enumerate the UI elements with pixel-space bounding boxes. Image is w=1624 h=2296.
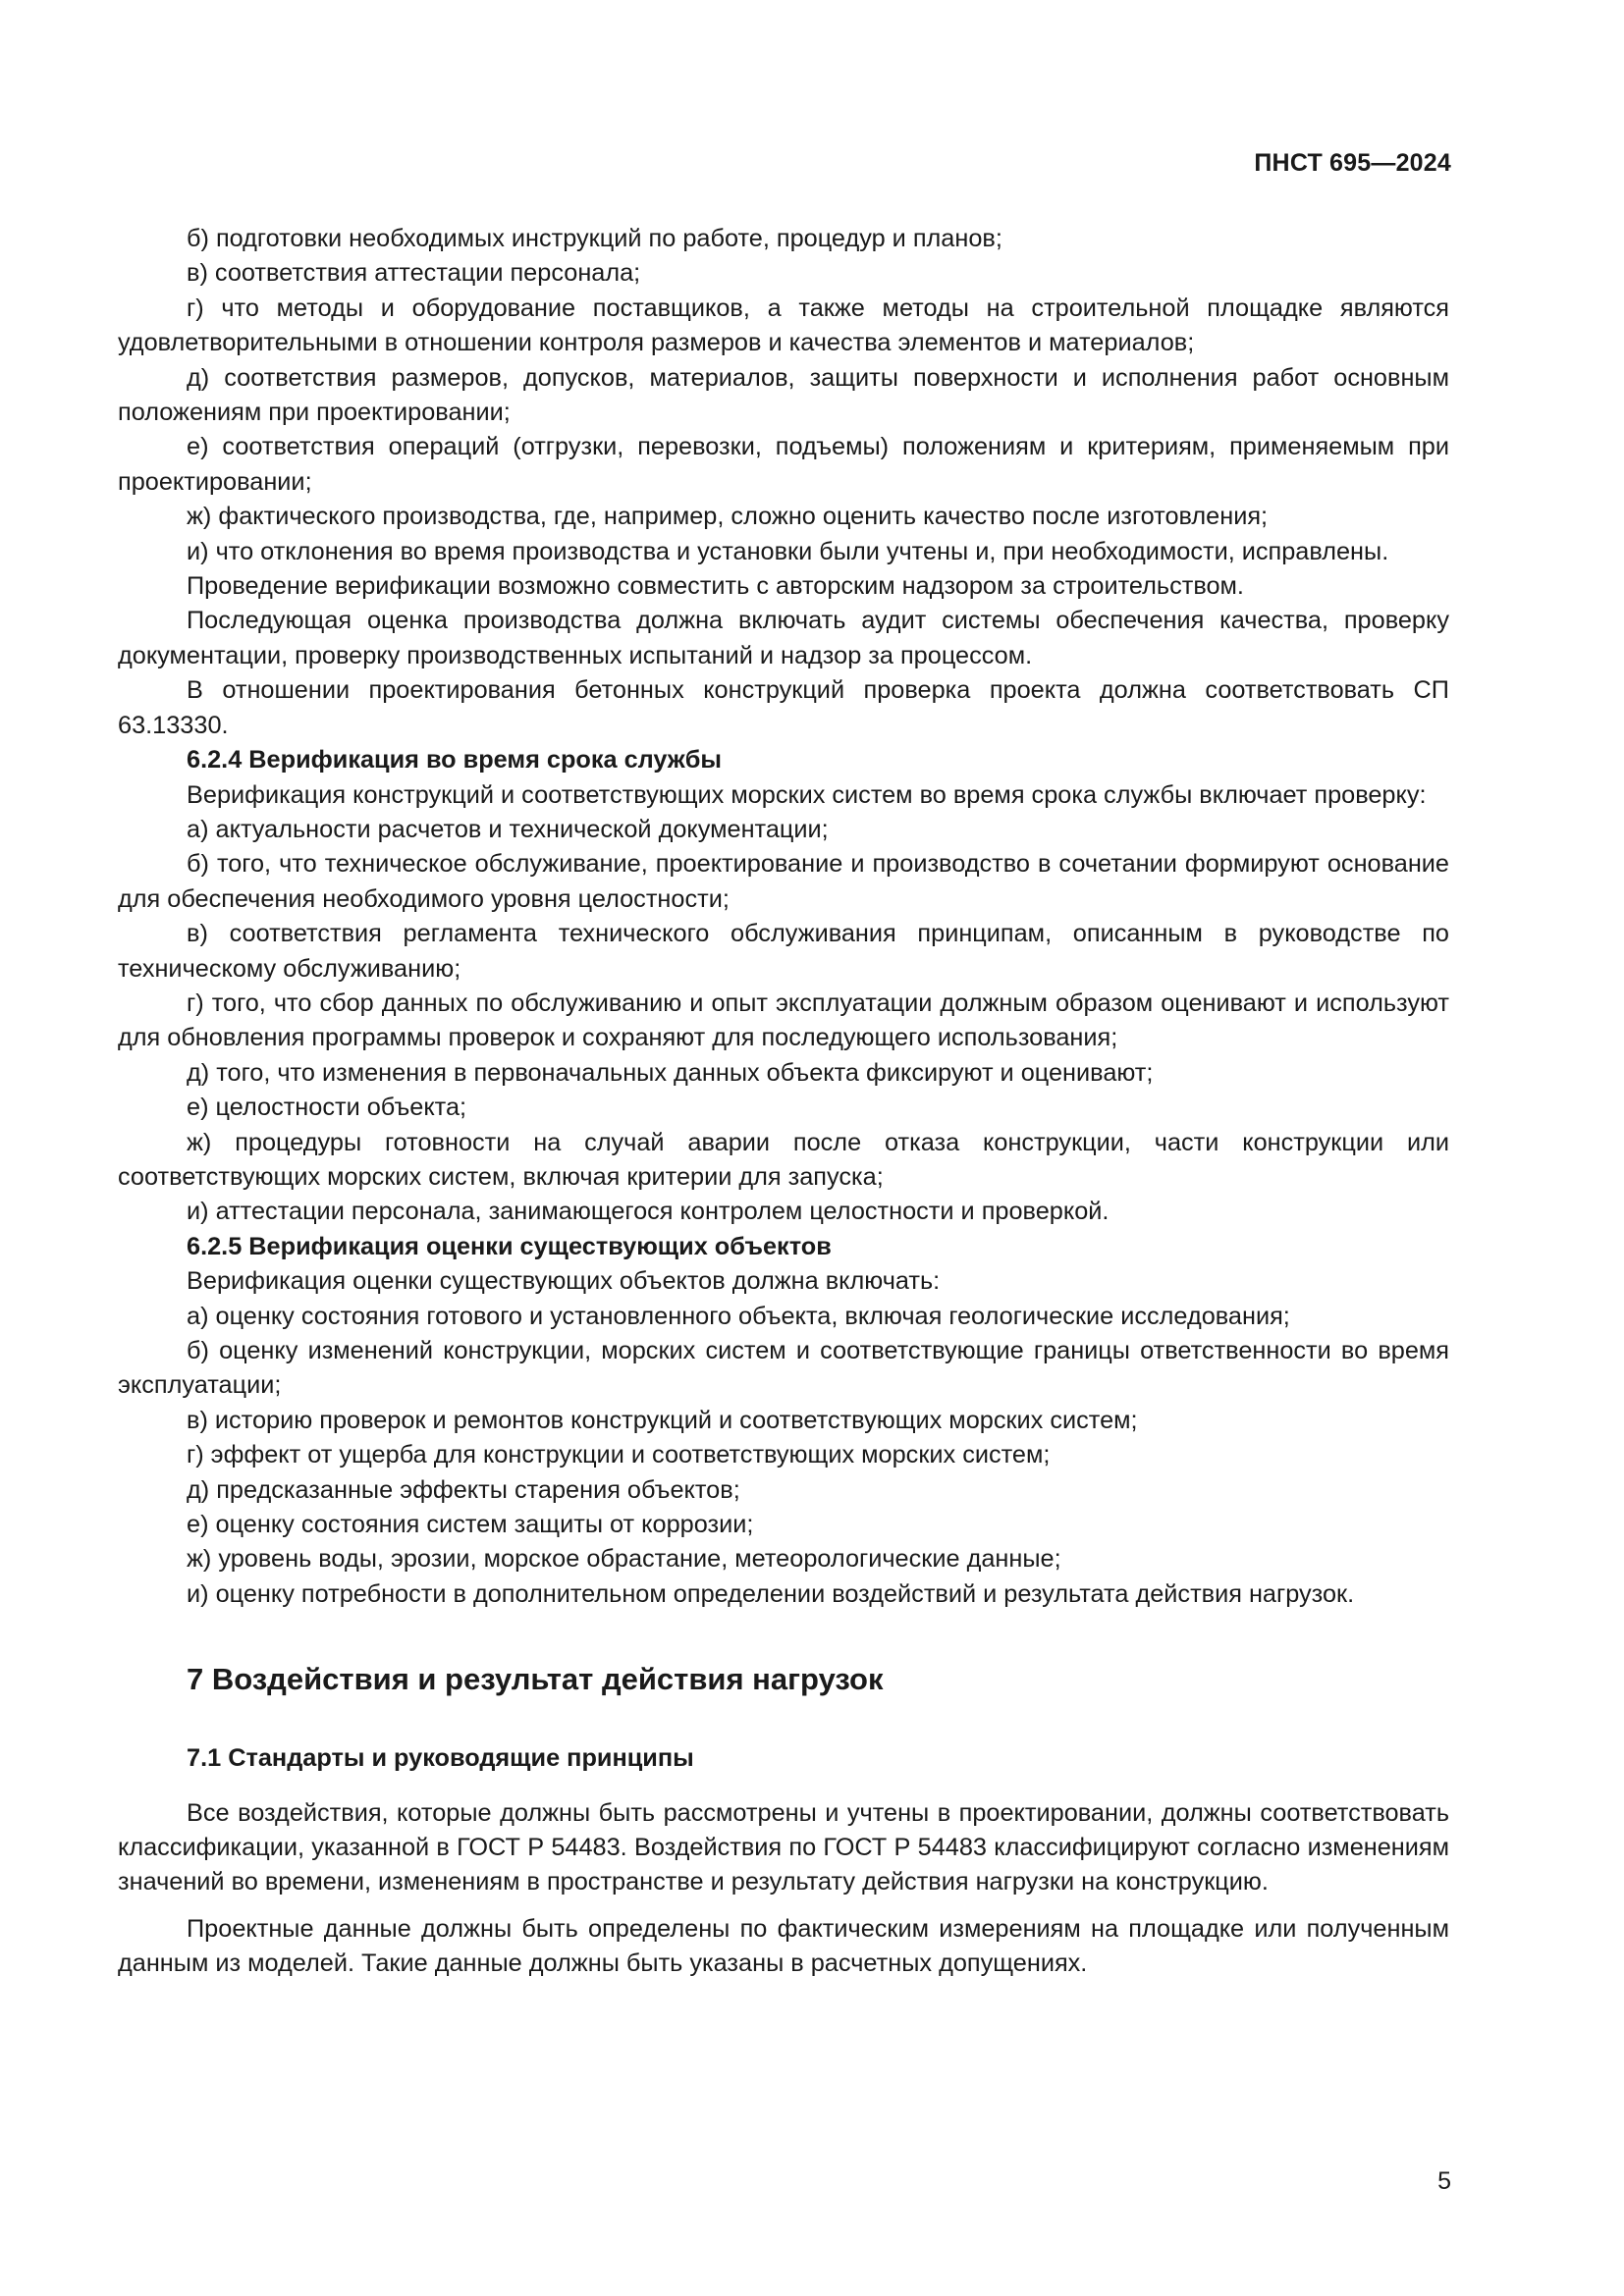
list-item: ж) процедуры готовности на случай аварии после отказа конструкции, части конструкции или соответствующих морских систем, включая критерии для запуска; bbox=[118, 1128, 1449, 1191]
paragraph: Верификация конструкций и соответствующих морских систем во время срока службы включает проверку: bbox=[187, 780, 1427, 809]
list-item: б) оценку изменений конструкции, морских систем и соответствующие границы ответственности во время эксплуатации; bbox=[118, 1337, 1449, 1400]
section-heading-6-2-4: 6.2.4 Верификация во время срока службы bbox=[187, 746, 722, 774]
list-item: д) того, что изменения в первоначальных данных объекта фиксируют и оценивают; bbox=[187, 1058, 1154, 1087]
list-item: а) оценку состояния готового и установленного объекта, включая геологические исследования; bbox=[187, 1302, 1290, 1330]
list-item: б) того, что техническое обслуживание, проектирование и производство в сочетании формируют основание для обеспечения необходимого уровня целостности; bbox=[118, 850, 1449, 913]
list-item: д) предсказанные эффекты старения объектов; bbox=[187, 1475, 740, 1504]
list-item: в) соответствия регламента технического обслуживания принципам, описанным в руководстве по техническому обслуживанию; bbox=[118, 920, 1449, 983]
list-item: и) аттестации персонала, занимающегося контролем целостности и проверкой. bbox=[187, 1198, 1110, 1226]
list-item: е) оценку состояния систем защиты от коррозии; bbox=[187, 1511, 754, 1539]
list-item: е) целостности объекта; bbox=[187, 1094, 467, 1122]
list-item: ж) фактического производства, где, например, сложно оценить качество после изготовления; bbox=[187, 503, 1269, 531]
paragraph: Проведение верификации возможно совместить с авторским надзором за строительством. bbox=[187, 572, 1244, 601]
section-heading-7-1: 7.1 Стандарты и руководящие принципы bbox=[187, 1744, 694, 1773]
list-item: б) подготовки необходимых инструкций по работе, процедур и планов; bbox=[187, 225, 1002, 252]
document-id: ПНСТ 695—2024 bbox=[1254, 149, 1451, 177]
paragraph: Проектные данные должны быть определены по фактическим измерениям на площадке или полученным данным из моделей. Такие данные должны быть указаны в расчетных допущениях. bbox=[118, 1914, 1449, 1978]
document-body bbox=[118, 222, 1449, 1982]
paragraph: В отношении проектирования бетонных конструкций проверка проекта должна соответствовать СП 63.13330. bbox=[118, 676, 1449, 739]
paragraph: Все воздействия, которые должны быть рассмотрены и учтены в проектировании, должны соответствовать классификации, указанной в ГОСТ Р 54483. Воздействия по ГОСТ Р 54483 классифицируют согласно изменениям значений во времени, изменениям в пространстве и результату действия нагрузки на конструкцию. bbox=[118, 1798, 1449, 1896]
paragraph: Верификация оценки существующих объектов должна включать: bbox=[187, 1267, 941, 1296]
list-item: е) соответствия операций (отгрузки, перевозки, подъемы) положениям и критериям, применяемым при проектировании; bbox=[118, 433, 1449, 496]
page-number: 5 bbox=[1437, 2167, 1451, 2195]
list-item: г) что методы и оборудование поставщиков, а также методы на строительной площадке являются удовлетворительными в отношении контроля размеров и качества элементов и материалов; bbox=[118, 294, 1449, 357]
list-item: и) оценку потребности в дополнительном определении воздействий и результата действия нагрузок. bbox=[187, 1579, 1355, 1608]
paragraph: Последующая оценка производства должна включать аудит системы обеспечения качества, проверку документации, проверку производственных испытаний и надзор за процессом. bbox=[118, 607, 1449, 669]
section-heading-7: 7 Воздействия и результат действия нагрузок bbox=[187, 1662, 884, 1697]
list-item: в) историю проверок и ремонтов конструкций и соответствующих морских систем; bbox=[187, 1406, 1138, 1434]
list-item: ж) уровень воды, эрозии, морское обрастание, метеорологические данные; bbox=[187, 1545, 1061, 1574]
list-item: г) того, что сбор данных по обслуживанию и опыт эксплуатации должным образом оценивают и используют для обновления программы проверок и сохраняют для последующего использования; bbox=[118, 988, 1449, 1052]
section-heading-6-2-5: 6.2.5 Верификация оценки существующих объектов bbox=[187, 1232, 832, 1260]
list-item: в) соответствия аттестации персонала; bbox=[187, 259, 641, 288]
list-item: а) актуальности расчетов и технической документации; bbox=[187, 815, 829, 843]
list-item: г) эффект от ущерба для конструкции и соответствующих морских систем; bbox=[187, 1441, 1051, 1469]
list-item: д) соответствия размеров, допусков, материалов, защиты поверхности и исполнения работ основным положениям при проектировании; bbox=[118, 363, 1449, 427]
list-item: и) что отклонения во время производства и установки были учтены и, при необходимости, исправлены. bbox=[187, 537, 1389, 565]
